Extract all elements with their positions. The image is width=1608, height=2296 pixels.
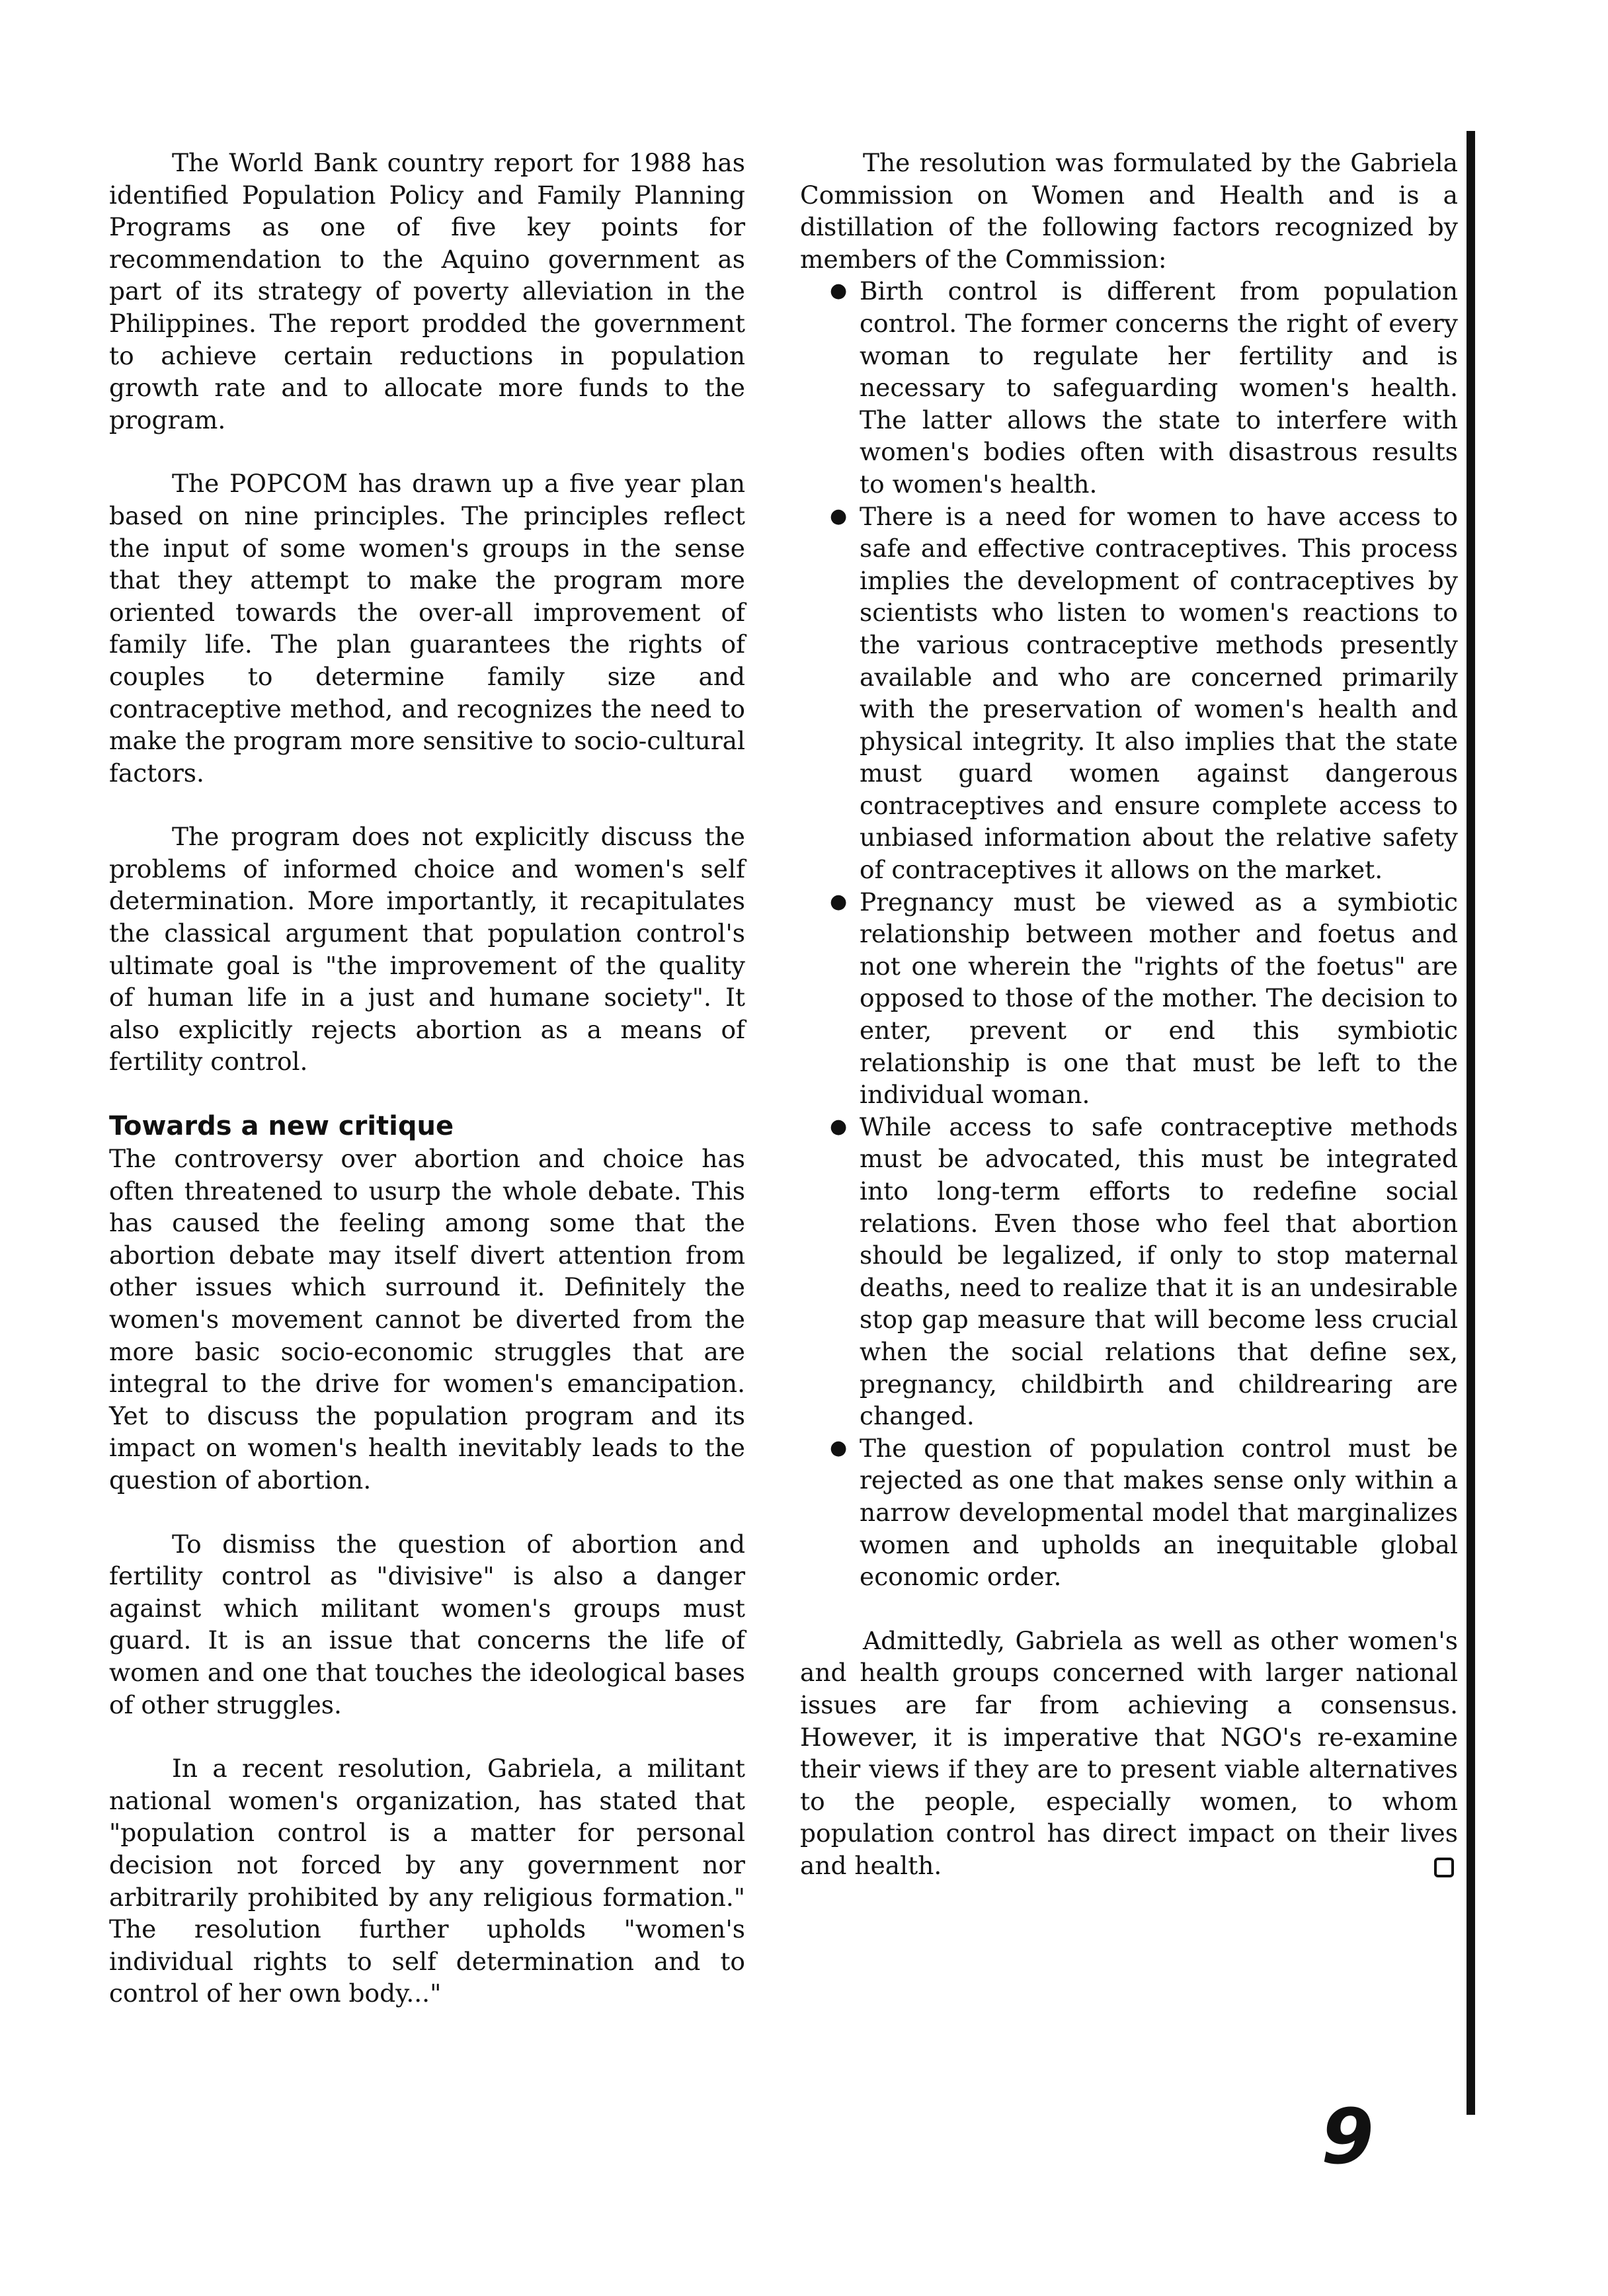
paragraph-closing [800,1625,1458,1882]
list-item-text: The question of population control must be rejected as one that makes sense only within a narrow developmental model that marginalizes women and upholds an inequitable global economic order. [860,1433,1458,1592]
right-column [800,147,1458,1881]
list-item [830,886,1458,1111]
vertical-rule [1467,131,1475,2115]
paragraph-commission-intro: The resolution was formulated by the Gabriela Commission on Women and Health and is a distillation of the following factors recognized by members of the Commission: [800,148,1458,274]
end-of-article-icon [1434,1858,1454,1877]
list-item-text: While access to safe contraceptive methods must be advocated, this must be integrated into long-term efforts to redefine social relations. Even those who feel that abortion should be legalized, if only to stop maternal deaths, need to realize that it is an undesirable stop gap measure that will become less crucial when the social relations that define sex, pregnancy, childbirth and childrearing are changed. [860,1112,1458,1431]
list-item-text: Birth control is different from population control. The former concerns the right of every woman to regulate her fertility and is necessary to safeguarding women's health. The latter allows the state to interfere with women's bodies often with disastrous results to women's health. [860,276,1458,499]
list-item [830,1111,1458,1432]
list-item-text: There is a need for women to have access to safe and effective contraceptives. This process implies the development of contraceptives by scientists who listen to women's reactions to the various contraceptive methods presently available and who are concerned primarily with the preservation of women's health and physical integrity. It also implies that the state must guard women against dangerous contraceptives and ensure complete access to unbiased information about the relative safety of contraceptives it allows on the market. [860,501,1458,885]
left-column [109,147,745,2010]
bullet-icon: ● [830,889,848,913]
paragraph-controversy: The controversy over abortion and choice has often threatened to usurp the whole debate. This has caused the feeling among some that the abortion debate may itself divert attention from other issues which surround it. Definitely the women's movement cannot be diverted from the more basic socio-economic struggles that are integral to the drive for women's emancipation. Yet to discuss the population program and its impact on women's health inevitably leads to the question of abortion. [109,1144,745,1495]
bullet-icon: ● [830,279,848,303]
paragraph-program: The program does not explicitly discuss the problems of informed choice and women's self determination. More importantly, it recapitulates the classical argument that population control's ultimate goal is "the improvement of the quality of human life in a just and humane society". It also explicitly rejects abortion as a means of fertility control. [109,822,745,1077]
paragraph-gabriela-resolution: In a recent resolution, Gabriela, a militant national women's organization, has stated that "population control is a matter for personal decision not forced by any government nor arbitrarily prohibited by any religious formation." The resolution further upholds "women's individual rights to self determination and to control of her own body..." [109,1754,745,2008]
list-item [830,501,1458,886]
list-item [830,275,1458,500]
factors-list [800,275,1458,1592]
bullet-icon: ● [830,1114,848,1138]
list-item [830,1432,1458,1593]
paragraph-popcom: The POPCOM has drawn up a five year plan based on nine principles. The principles reflect the input of some women's groups in the sense that they attempt to make the program more oriented towards the over-all improvement of family life. The plan guarantees the rights of couples to determine family size and contraceptive method, and recognizes the need to make the program more sensitive to socio-cultural factors. [109,469,745,788]
paragraph-divisive: To dismiss the question of abortion and fertility control as "divisive" is also a danger against which militant women's groups must guard. It is an issue that concerns the life of women and one that touches the ideological bases of other struggles. [109,1529,745,1719]
section-heading: Towards a new critique [109,1111,454,1142]
bullet-icon: ● [830,1436,848,1459]
closing-text: Admittedly, Gabriela as well as other women's and health groups concerned with larger national issues are far from achieving a consensus. However, it is imperative that NGO's re-examine their views if they are to present viable alternatives to the people, especially women, to whom population control has direct impact on their lives and health. [800,1625,1458,1880]
page-number: 9 [1321,2093,1375,2182]
paragraph-world-bank: The World Bank country report for 1988 has identified Population Policy and Family Planning Programs as one of five key points for recommendation to the Aquino government as part of its strategy of poverty alleviation in the Philippines. The report prodded the government to achieve certain reductions in population growth rate and to allocate more funds to the program. [109,148,745,434]
list-item-text: Pregnancy must be viewed as a symbiotic relationship between mother and foetus and not one wherein the "rights of the foetus" are opposed to those of the mother. The decision to enter, prevent or end this symbiotic relationship is one that must be left to the individual woman. [860,887,1458,1110]
bullet-icon: ● [830,504,848,528]
